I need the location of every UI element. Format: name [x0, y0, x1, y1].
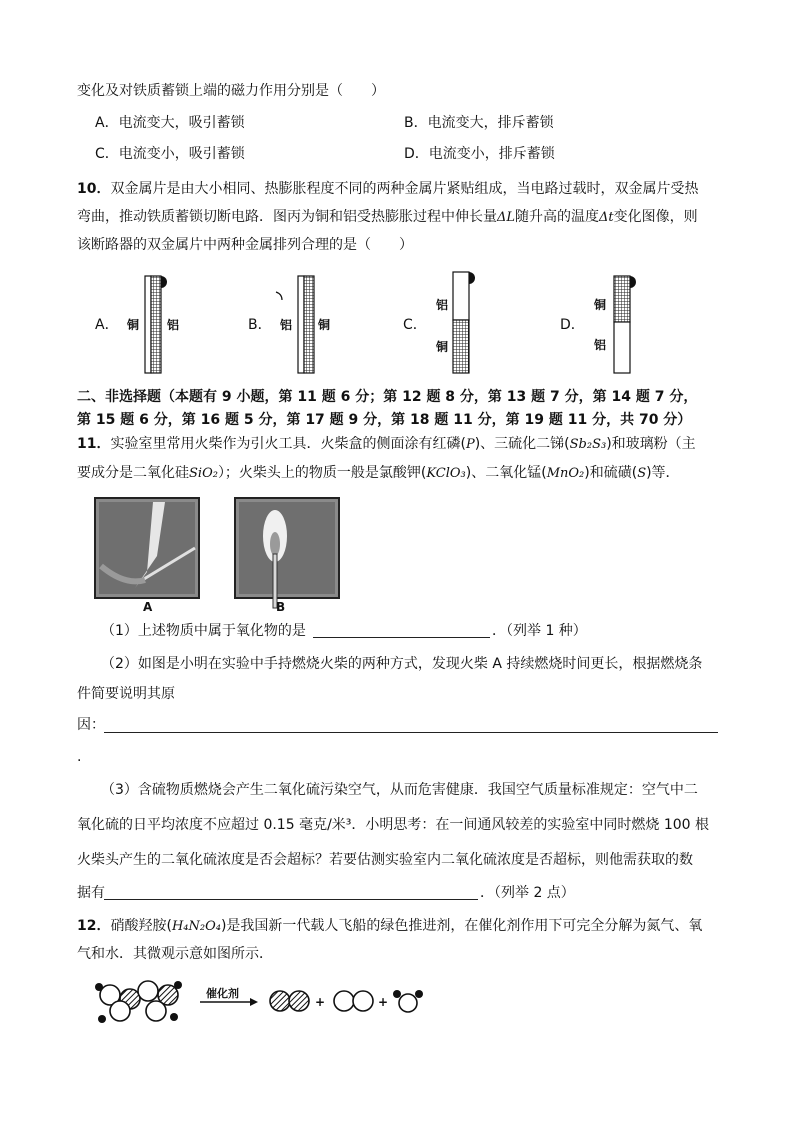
- section2-header-line1: 二、非选择题（本题有 9 小题，第 11 题 6 分；第 12 题 8 分，第 13 题 7 分，第 14 题 7 分，: [77, 389, 698, 405]
- q11-sub3-line3: 火柴头产生的二氧化硫浓度是否会超标？若要估测实验室内二氧化硫浓度是否超标，则他需获取的数: [77, 852, 693, 868]
- q11-sub3-answer-blank[interactable]: [104, 899, 478, 900]
- q10-line1: 10．双金属片是由大小相同、热膨胀程度不同的两种金属片紧贴组成，当电路过载时，双金属片受热: [77, 181, 699, 197]
- photo-a-label: A: [143, 600, 153, 614]
- q11-sub2-line1: （2）如图是小明在实验中手持燃烧火柴的两种方式，发现火柴 A 持续燃烧时间更长，根据燃烧条: [101, 656, 703, 672]
- q11-line1: 11．实验室里常用火柴作为引火工具．火柴盒的侧面涂有红磷(P)、三硫化二锑(Sb₂S₃)和玻璃粉（主: [77, 436, 696, 452]
- q11-sub2-line2: 件简要说明其原: [77, 686, 175, 702]
- q11-sub3-line1: （3）含硫物质燃烧会产生二氧化硫污染空气，从而危害健康．我国空气质量标准规定：空气中二: [101, 782, 698, 798]
- figure-c[interactable]: [453, 272, 475, 373]
- q12-line2: 气和水．其微观示意如图所示．: [77, 946, 273, 962]
- decomposition-diagram: [90, 975, 450, 1035]
- arrow-head-icon: [250, 998, 258, 1006]
- figure-b-letter: B．: [248, 317, 272, 333]
- figure-a-left-label: 铜: [127, 318, 140, 332]
- q9-option-c[interactable]: C．电流变小，吸引蓄锁: [95, 146, 245, 162]
- q9-option-b[interactable]: B．电流变大，排斥蓄锁: [404, 115, 554, 131]
- q11-sub2-end: .: [77, 749, 82, 765]
- q10-line3: 该断路器的双金属片中两种金属排列合理的是（ ）: [77, 237, 413, 253]
- figure-d-top-label: 铜: [594, 298, 607, 312]
- q11-sub3-suffix: ．（列举 2 点）: [480, 885, 575, 901]
- q11-sub1-suffix: ．（列举 1 种）: [492, 623, 587, 639]
- product-nitrogen: [270, 991, 309, 1011]
- photo-b-label: B: [276, 600, 286, 614]
- figure-a-letter: A．: [95, 317, 119, 333]
- figure-d-letter: D．: [560, 317, 585, 333]
- figure-d[interactable]: [614, 276, 636, 373]
- q11-sub3-line2: 氧化硫的日平均浓度不应超过 0.15 毫克/米³．小明思考：在一间通风较差的实验室中同时燃烧 100 根: [77, 817, 710, 833]
- figure-c-top-label: 铝: [436, 298, 449, 312]
- figure-c-bottom-label: 铜: [436, 340, 449, 354]
- bent-mark-icon: [276, 292, 282, 300]
- catalyst-label: 催化剂: [206, 987, 239, 1000]
- product-water: [393, 990, 423, 1012]
- plus-sign-1: +: [315, 995, 326, 1009]
- figure-b-left-label: 铝: [280, 318, 293, 332]
- q11-sub3-line4: 据有: [77, 885, 105, 901]
- q11-line2: 要成分是二氧化硅SiO₂）；火柴头上的物质一般是氯酸钾(KClO₃)、二氧化锰(MnO₂)和硫磺(S)等．: [77, 465, 680, 481]
- photo-b: [235, 498, 339, 608]
- figure-c-letter: C．: [403, 317, 427, 333]
- q10-line2: 弯曲，推动铁质蓄锁切断电路．图丙为铜和铝受热膨胀过程中伸长量ΔL随升高的温度Δt变化图像，则: [77, 209, 698, 225]
- product-oxygen: [334, 991, 373, 1011]
- q11-sub2-answer-blank[interactable]: [104, 732, 718, 733]
- reactant-molecule: [95, 981, 182, 1023]
- q12-line1: 12．硝酸羟胺(H₄N₂O₄)是我国新一代载人飞船的绿色推进剂，在催化剂作用下可完全分解为氮气、氧: [77, 918, 703, 934]
- figure-a[interactable]: [145, 276, 167, 373]
- figure-a-right-label: 铝: [167, 318, 180, 332]
- figure-b-right-label: 铜: [318, 318, 331, 332]
- q9-option-a[interactable]: A．电流变大，吸引蓄锁: [95, 115, 245, 131]
- plus-sign-2: +: [378, 995, 389, 1009]
- q11-sub1: （1）上述物质中属于氧化物的是: [101, 623, 306, 639]
- q11-sub1-answer-blank[interactable]: [313, 637, 490, 638]
- q9-stem-continuation: 变化及对铁质蓄锁上端的磁力作用分别是（ ）: [77, 83, 385, 99]
- q9-option-d[interactable]: D．电流变小，排斥蓄锁: [404, 146, 555, 162]
- q11-sub2-line3: 因：: [77, 717, 105, 733]
- photo-a: [95, 498, 199, 598]
- figure-d-bottom-label: 铝: [594, 338, 607, 352]
- bimetal-figures: [0, 262, 794, 392]
- section2-header-line2: 第 15 题 6 分，第 16 题 5 分，第 17 题 9 分，第 18 题 11 分，第 19 题 11 分，共 70 分）: [77, 412, 692, 428]
- match-photos: [95, 496, 355, 608]
